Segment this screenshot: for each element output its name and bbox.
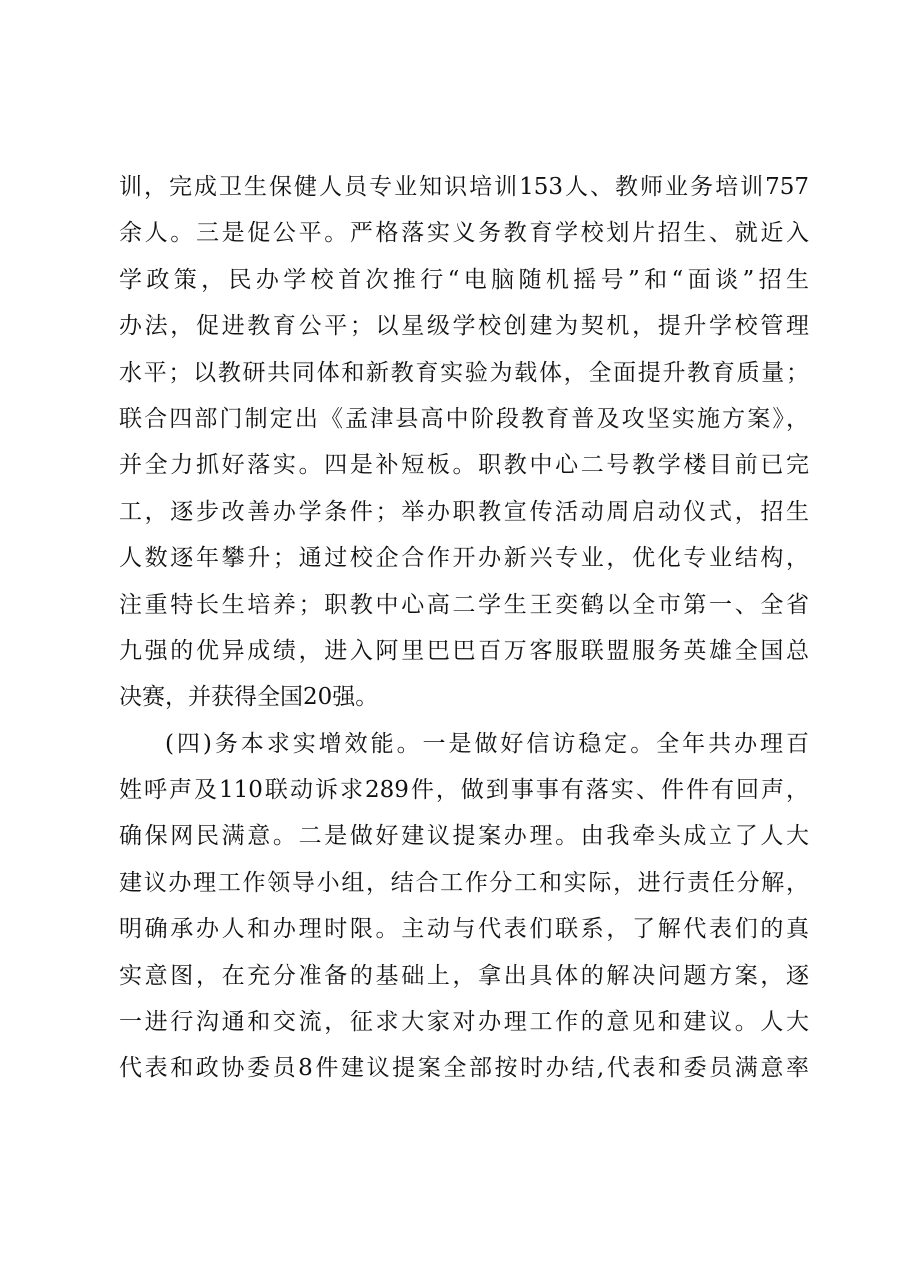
paragraph-line: 确保网民满意。二是做好建议提案办理。由我牵头成立了人大 [119,823,809,850]
paragraph-line: 建议办理工作领导小组，结合工作分工和实际，进行责任分解， [119,869,809,896]
paragraph-line: 办法，促进教育公平；以星级学校创建为契机，提升学校管理 [119,313,809,340]
paragraph-line: 水平；以教研共同体和新教育实验为载体，全面提升教育质量； [119,359,809,386]
paragraph-line: 一进行沟通和交流，征求大家对办理工作的意见和建议。人大 [119,1009,809,1036]
paragraph-line: 训，完成卫生保健人员专业知识培训153人、教师业务培训757 [119,174,809,200]
paragraph-line: 九强的优异成绩，进入阿里巴巴百万客服联盟服务英雄全国总 [119,637,809,664]
paragraph-line: 姓呼声及110联动诉求289件，做到事事有落实、件件有回声， [119,777,809,804]
paragraph-line: 联合四部门制定出《孟津县高中阶段教育普及攻坚实施方案》， [119,405,809,432]
paragraph-line: 并全力抓好落实。四是补短板。职教中心二号教学楼目前已完 [119,452,809,479]
paragraph-line: 人数逐年攀升；通过校企合作开办新兴专业，优化专业结构， [119,545,809,572]
paragraph-line: 代表和政协委员8件建议提案全部按时办结,代表和委员满意率 [119,1055,809,1082]
paragraph-line: 明确承办人和办理时限。主动与代表们联系，了解代表们的真 [119,916,809,943]
paragraph-line: 实意图，在充分准备的基础上，拿出具体的解决问题方案，逐 [119,962,809,989]
paragraph-line: (四)务本求实增效能。一是做好信访稳定。全年共办理百 [165,730,809,757]
paragraph-line: 余人。三是促公平。严格落实义务教育学校划片招生、就近入 [119,220,809,247]
paragraph-line: 学政策，民办学校首次推行“电脑随机摇号”和“面谈”招生 [119,266,809,293]
paragraph-line: 工，逐步改善办学条件；举办职教宣传活动周启动仪式，招生 [119,498,809,525]
paragraph-line: 决赛，并获得全国20强。 [119,684,379,711]
paragraph-line: 注重特长生培养；职教中心高二学生王奕鹤以全市第一、全省 [119,591,809,618]
document-body [119,164,809,1092]
